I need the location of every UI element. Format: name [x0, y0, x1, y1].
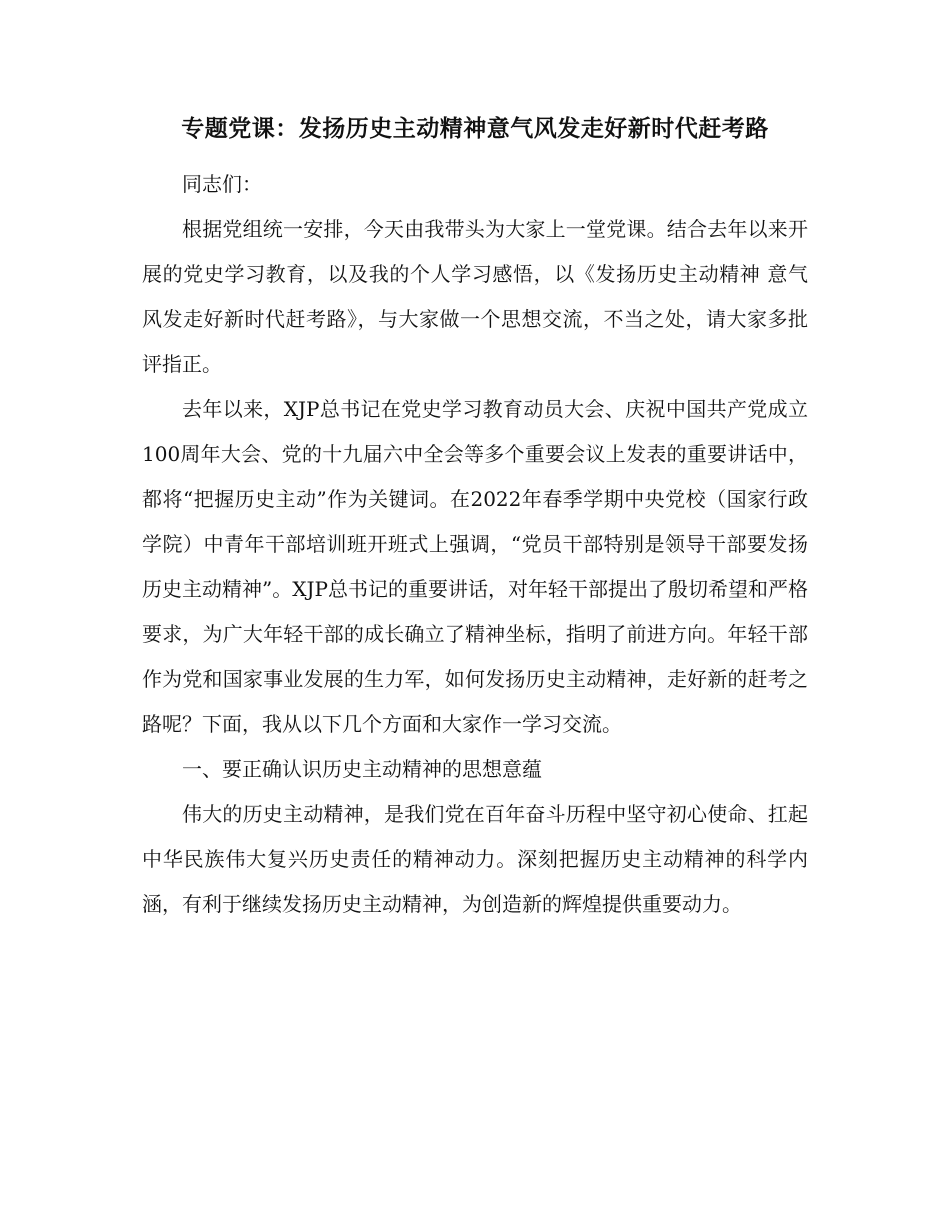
paragraph-intro: 根据党组统一安排，今天由我带头为大家上一堂党课。结合去年以来开展的党史学习教育，以及我的个人学习感悟，以《发扬历史主动精神 意气风发走好新时代赶考路》，与大家做一个思想交流，不当之处，请大家多批评指正。: [142, 217, 808, 376]
section-heading-1: 一、要正确认识历史主动精神的思想意蕴: [182, 757, 542, 781]
paragraph-section-1: 伟大的历史主动精神，是我们党在百年奋斗历程中坚守初心使命、扛起中华民族伟大复兴历史责任的精神动力。深刻把握历史主动精神的科学内涵，有利于继续发扬历史主动精神，为创造新的辉煌提供重要动力。: [142, 802, 808, 916]
paragraph-background: 去年以来，XJP总书记在党史学习教育动员大会、庆祝中国共产党成立100周年大会、党的十九届六中全会等多个重要会议上发表的重要讲话中，都将“把握历史主动”作为关键词。在2022年春季学期中央党校（国家行政学院）中青年干部培训班开班式上强调，“党员干部特别是领导干部要发扬历史主动精神”。XJP总书记的重要讲话，对年轻干部提出了殷切希望和严格要求，为广大年轻干部的成长确立了精神坐标，指明了前进方向。年轻干部作为党和国家事业发展的生力军，如何发扬历史主动精神，走好新的赶考之路呢？下面，我从以下几个方面和大家作一学习交流。: [142, 397, 808, 736]
document-body: [142, 162, 808, 927]
document-title: 专题党课：发扬历史主动精神意气风发走好新时代赶考路: [181, 115, 769, 142]
salutation: 同志们：: [182, 172, 262, 196]
